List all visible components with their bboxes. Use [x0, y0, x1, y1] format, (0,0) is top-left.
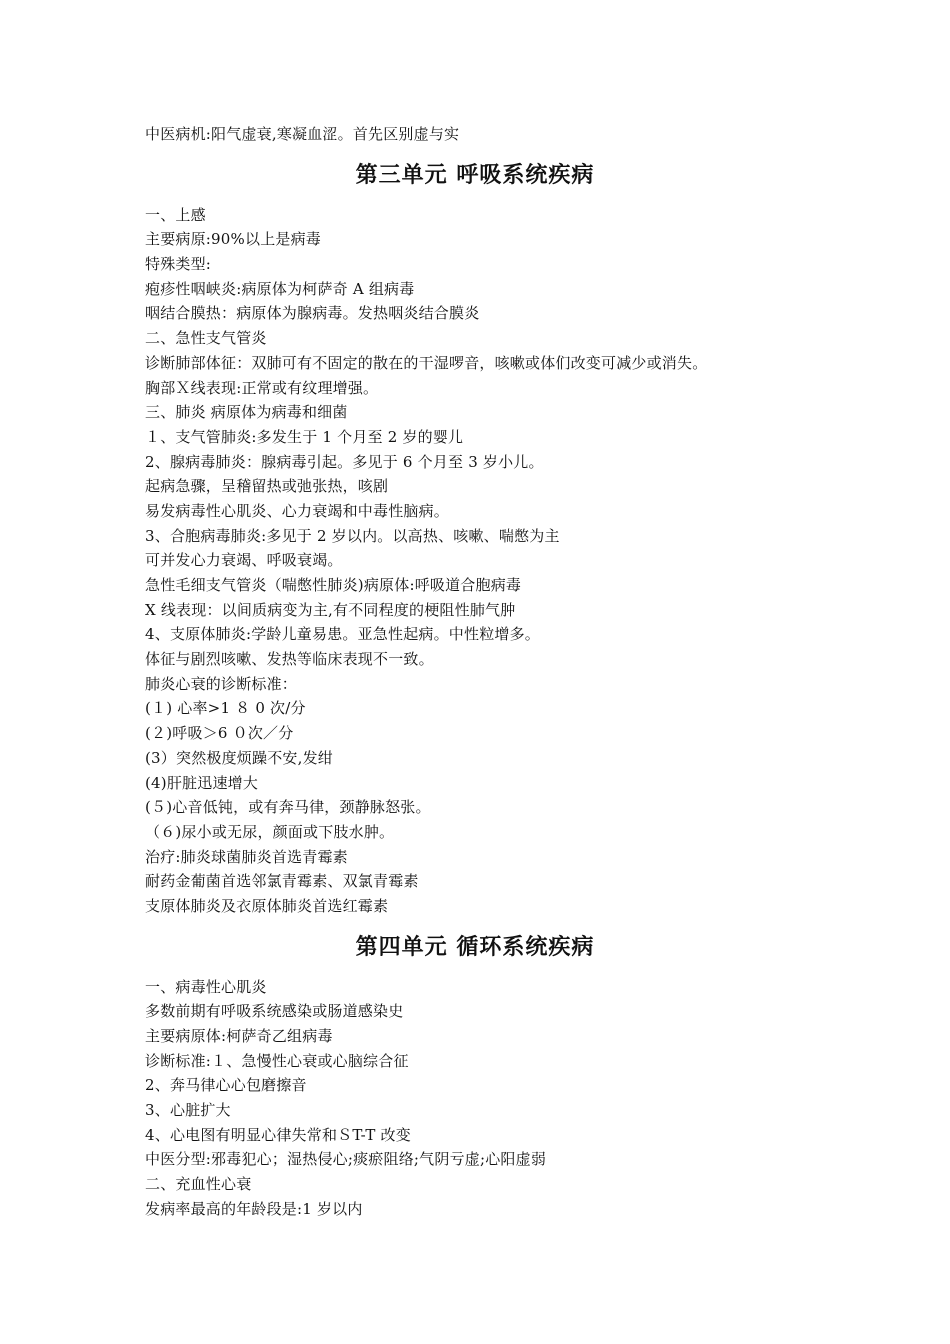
unit3-line: 特殊类型:: [145, 255, 212, 274]
unit3-line: 3、合胞病毒肺炎:多见于 2 岁以内。以高热、咳嗽、喘憋为主: [145, 526, 560, 545]
unit4-line: 主要病原体:柯萨奇乙组病毒: [145, 1027, 333, 1045]
unit3-line: 易发病毒性心肌炎、心力衰竭和中毒性脑病。: [145, 501, 450, 520]
unit3-line: 耐药金葡菌首选邻氯青霉素、双氯青霉素: [145, 872, 419, 891]
unit3-line: 一、上感: [145, 205, 206, 224]
unit3-line: 2、腺病毒肺炎：腺病毒引起。多见于 6 个月至 3 岁小儿。: [145, 452, 544, 471]
unit4-line: 一、病毒性心肌炎: [145, 977, 267, 996]
unit3-line: 疱疹性咽峡炎:病原体为柯萨奇 A 组病毒: [145, 279, 415, 298]
unit4-line: 二、充血性心衰: [145, 1175, 252, 1194]
unit3-line: 主要病原:90%以上是病毒: [145, 230, 321, 249]
unit3-line: （６)尿小或无尿，颜面或下肢水肿。: [145, 822, 395, 841]
unit3-line: (２)呼吸＞6 ０次／分: [145, 724, 294, 743]
unit3-line: 肺炎心衰的诊断标准：: [145, 674, 298, 693]
unit3-line: (3）突然极度烦躁不安,发绀: [145, 748, 333, 767]
unit4-line: 4、心电图有明显心律失常和ＳT-T 改变: [145, 1125, 411, 1144]
unit3-line: 体征与剧烈咳嗽、发热等临床表现不一致。: [145, 650, 434, 669]
unit4-line: 发病率最高的年龄段是:1 岁以内: [145, 1199, 363, 1218]
unit4-section: [145, 975, 805, 1222]
unit4-line: 2、奔马律心心包磨擦音: [145, 1076, 307, 1095]
unit3-line: 4、支原体肺炎:学龄儿童易患。亚急性起病。中性粒增多。: [145, 625, 540, 644]
intro-line: 中医病机:阳气虚衰,寒凝血涩。首先区别虚与实: [145, 125, 460, 143]
unit3-line: 可并发心力衰竭、呼吸衰竭。: [145, 551, 343, 570]
unit3-line: (１) 心率>1 ８ 0 次/分: [145, 699, 306, 718]
unit3-line: １、支气管肺炎:多发生于 1 个月至 2 岁的婴儿: [145, 427, 464, 446]
unit3-line: (５)心音低钝，或有奔马律，颈静脉怒张。: [145, 798, 431, 817]
unit3-line: 胸部Ｘ线表现:正常或有纹理增强。: [145, 378, 379, 397]
unit4-line: 多数前期有呼吸系统感染或肠道感染史: [145, 1002, 404, 1021]
unit3-line: 支原体肺炎及衣原体肺炎首选红霉素: [145, 896, 389, 915]
unit3-line: (4)肝脏迅速增大: [145, 773, 259, 792]
unit3-heading: 第三单元 呼吸系统疾病: [355, 162, 595, 188]
unit4-heading: 第四单元 循环系统疾病: [355, 934, 595, 960]
unit3-line: 急性毛细支气管炎（喘憋性肺炎)病原体:呼吸道合胞病毒: [145, 576, 522, 594]
unit3-line: 治疗:肺炎球菌肺炎首选青霉素: [145, 847, 348, 866]
unit3-line: 二、急性支气管炎: [145, 329, 267, 348]
unit3-section: [145, 203, 805, 919]
document-content: [145, 122, 805, 1222]
unit3-line: 起病急骤，呈稽留热或弛张热，咳剧: [145, 477, 389, 496]
unit3-line: X 线表现：以间质病变为主,有不同程度的梗阻性肺气肿: [145, 600, 516, 619]
unit3-line: 诊断肺部体征：双肺可有不固定的散在的干湿啰音，咳嗽或体们改变可减少或消失。: [145, 353, 708, 372]
unit4-line: 诊断标准:１、急慢性心衰或心脑综合征: [145, 1051, 409, 1070]
unit3-line: 三、肺炎 病原体为病毒和细菌: [145, 403, 348, 422]
unit3-line: 咽结合膜热：病原体为腺病毒。发热咽炎结合膜炎: [145, 304, 480, 323]
unit4-line: 3、心脏扩大: [145, 1101, 231, 1120]
unit4-line: 中医分型:邪毒犯心；湿热侵心;痰瘀阻络;气阴亏虚;心阳虚弱: [145, 1150, 547, 1169]
